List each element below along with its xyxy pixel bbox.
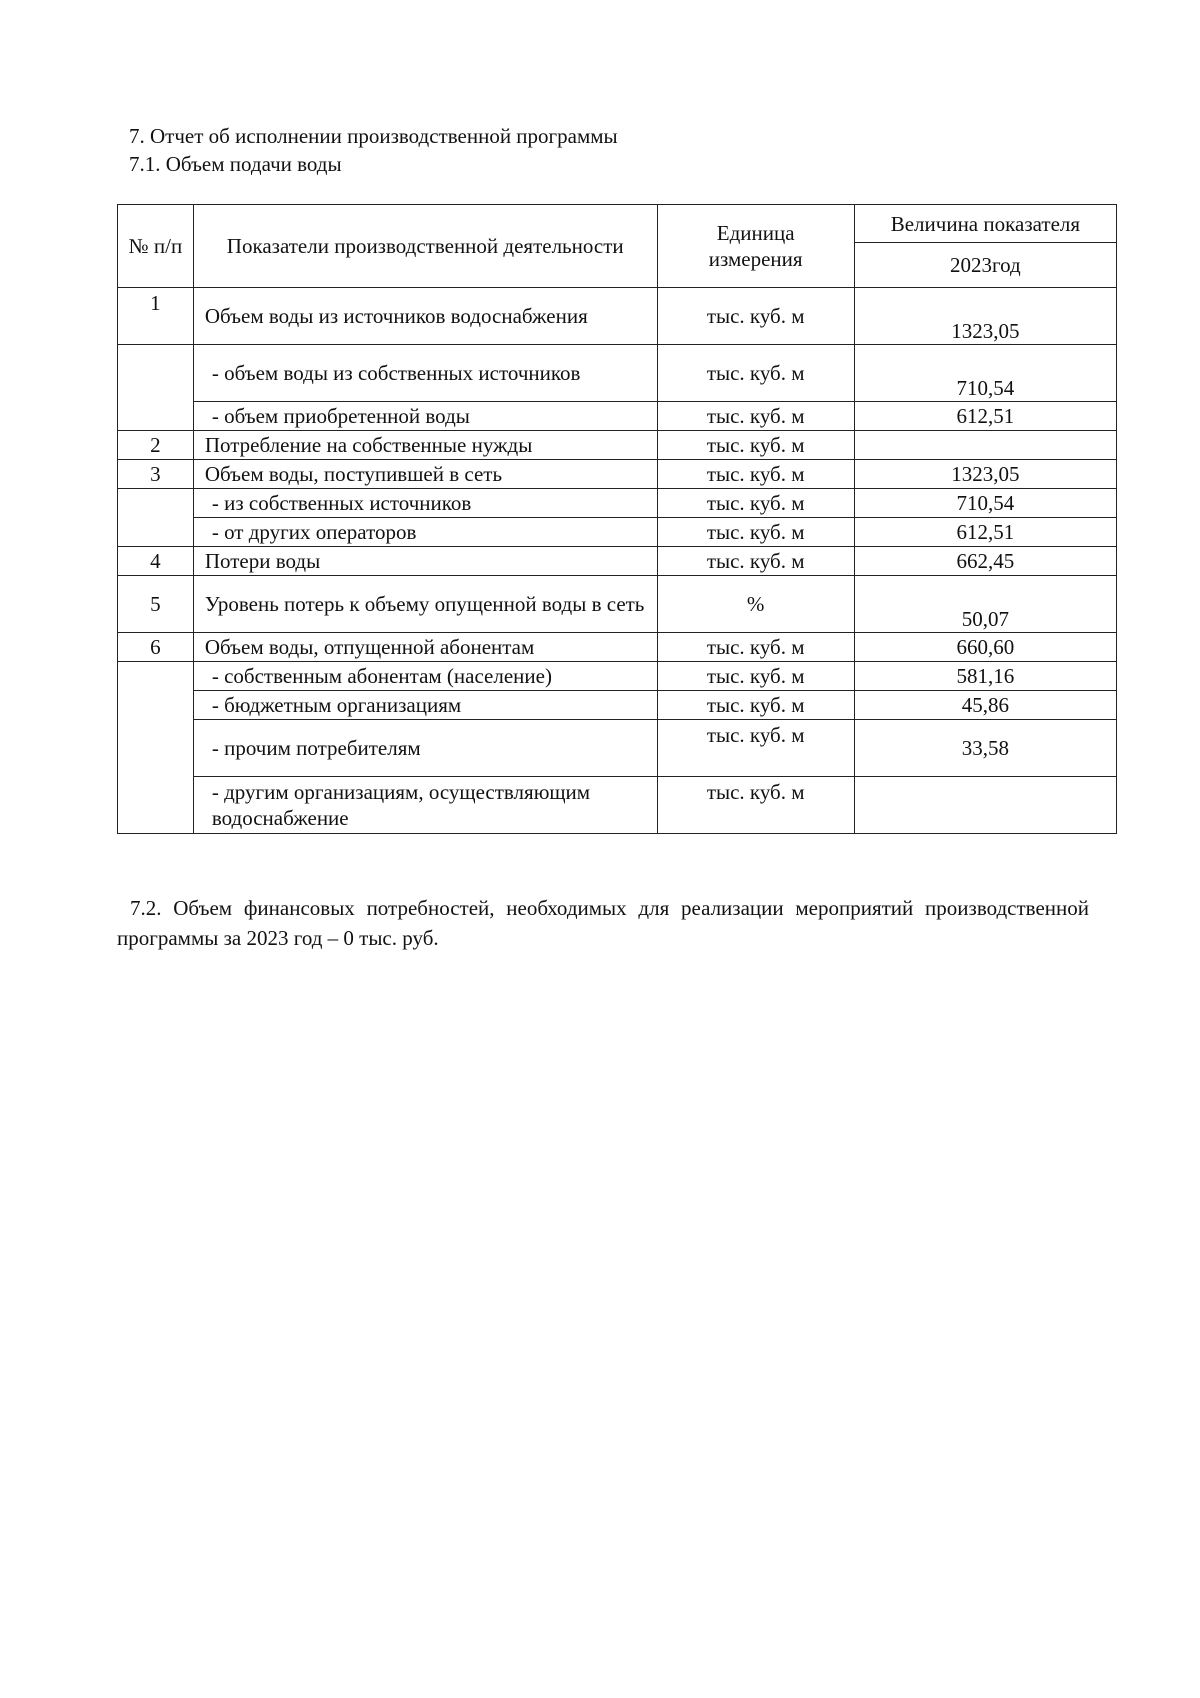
row-value: 581,16 bbox=[854, 662, 1116, 691]
row-number: 2 bbox=[118, 431, 194, 460]
table-row bbox=[118, 288, 1117, 345]
row-unit: тыс. куб. м bbox=[657, 402, 854, 431]
row-unit: тыс. куб. м bbox=[657, 633, 854, 662]
row-value bbox=[854, 777, 1116, 834]
row-number: 5 bbox=[118, 576, 194, 633]
row-indicator: - объем воды из собственных источников bbox=[193, 345, 657, 402]
row-indicator: - собственным абонентам (население) bbox=[193, 662, 657, 691]
row-value: 45,86 bbox=[854, 691, 1116, 720]
table-row bbox=[118, 576, 1117, 633]
header-value-group: Величина показателя bbox=[854, 205, 1116, 243]
row-number bbox=[118, 345, 194, 431]
row-value: 660,60 bbox=[854, 633, 1116, 662]
table-row bbox=[118, 691, 1117, 720]
row-value: 50,07 bbox=[854, 576, 1116, 633]
row-indicator: - прочим потребителям bbox=[193, 720, 657, 777]
row-unit: тыс. куб. м bbox=[657, 518, 854, 547]
row-value: 710,54 bbox=[854, 345, 1116, 402]
table-row bbox=[118, 345, 1117, 402]
row-unit: тыс. куб. м bbox=[657, 547, 854, 576]
row-number: 6 bbox=[118, 633, 194, 662]
row-number: 4 bbox=[118, 547, 194, 576]
table-row bbox=[118, 662, 1117, 691]
table-row bbox=[118, 518, 1117, 547]
row-indicator: Объем воды, отпущенной абонентам bbox=[193, 633, 657, 662]
row-indicator: - от других операторов bbox=[193, 518, 657, 547]
table-row bbox=[118, 777, 1117, 834]
row-value: 1323,05 bbox=[854, 460, 1116, 489]
section-heading: 7. Отчет об исполнении производственной программы bbox=[129, 124, 618, 148]
table-row bbox=[118, 547, 1117, 576]
table-header bbox=[118, 205, 1117, 288]
row-value: 1323,05 bbox=[854, 288, 1116, 345]
financial-needs-paragraph: 7.2. Объем финансовых потребностей, необходимых для реализации мероприятий производственной программы за 2023 год – 0 тыс. руб. bbox=[117, 896, 1089, 950]
row-indicator: - объем приобретенной воды bbox=[193, 402, 657, 431]
row-indicator: Объем воды из источников водоснабжения bbox=[193, 288, 657, 345]
row-indicator: - другим организациям, осуществляющим водоснабжение bbox=[193, 777, 657, 834]
table-row bbox=[118, 402, 1117, 431]
row-unit: тыс. куб. м bbox=[657, 720, 854, 777]
table-row bbox=[118, 489, 1117, 518]
row-unit: % bbox=[657, 576, 854, 633]
row-unit: тыс. куб. м bbox=[657, 288, 854, 345]
table-row bbox=[118, 460, 1117, 489]
header-indicator: Показатели производственной деятельности bbox=[193, 205, 657, 288]
row-value: 33,58 bbox=[854, 720, 1116, 777]
table-row bbox=[118, 720, 1117, 777]
row-unit: тыс. куб. м bbox=[657, 345, 854, 402]
row-value: 612,51 bbox=[854, 518, 1116, 547]
row-unit: тыс. куб. м bbox=[657, 691, 854, 720]
row-value: 612,51 bbox=[854, 402, 1116, 431]
header-number: № п/п bbox=[118, 205, 194, 288]
row-unit: тыс. куб. м bbox=[657, 489, 854, 518]
water-supply-table bbox=[117, 204, 1117, 834]
row-value: 710,54 bbox=[854, 489, 1116, 518]
row-indicator: Объем воды, поступившей в сеть bbox=[193, 460, 657, 489]
row-indicator: Потребление на собственные нужды bbox=[193, 431, 657, 460]
row-unit: тыс. куб. м bbox=[657, 662, 854, 691]
header-unit: Единица измерения bbox=[657, 205, 854, 288]
row-value bbox=[854, 431, 1116, 460]
row-indicator: - бюджетным организациям bbox=[193, 691, 657, 720]
row-number: 1 bbox=[118, 288, 194, 345]
row-unit: тыс. куб. м bbox=[657, 460, 854, 489]
row-unit: тыс. куб. м bbox=[657, 777, 854, 834]
row-number bbox=[118, 662, 194, 834]
table-body bbox=[118, 288, 1117, 834]
subsection-heading: 7.1. Объем подачи воды bbox=[129, 152, 342, 176]
header-year: 2023год bbox=[854, 243, 1116, 288]
row-value: 662,45 bbox=[854, 547, 1116, 576]
row-number bbox=[118, 489, 194, 547]
row-indicator: Уровень потерь к объему опущенной воды в сеть bbox=[193, 576, 657, 633]
table-row bbox=[118, 633, 1117, 662]
row-indicator: - из собственных источников bbox=[193, 489, 657, 518]
row-number: 3 bbox=[118, 460, 194, 489]
table-row bbox=[118, 431, 1117, 460]
row-unit: тыс. куб. м bbox=[657, 431, 854, 460]
row-indicator: Потери воды bbox=[193, 547, 657, 576]
